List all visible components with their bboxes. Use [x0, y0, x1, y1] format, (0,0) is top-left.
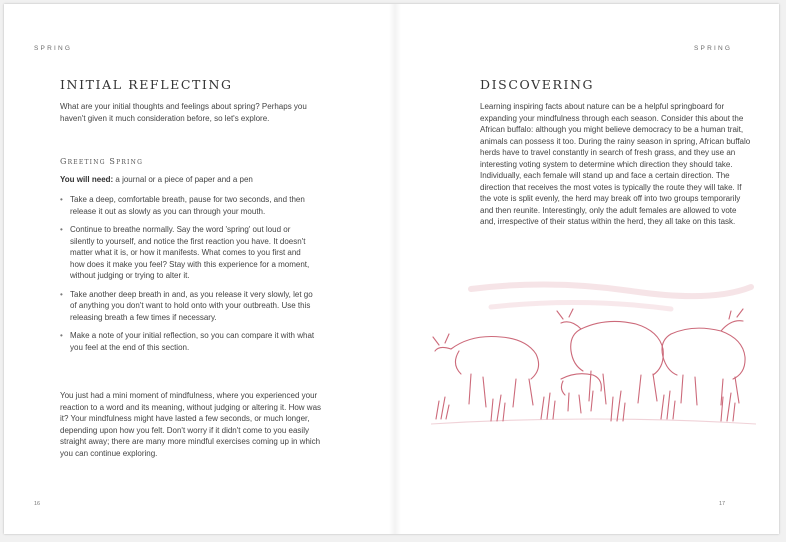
left-subheading: Greeting Spring: [60, 157, 144, 166]
list-item: • Make a note of your initial reflection, so you can compare it with what you feel at the end of this section.: [60, 330, 315, 353]
instruction-list: [60, 194, 315, 360]
book-gutter: [389, 4, 401, 534]
left-closing-paragraph: You just had a mini moment of mindfulness, where you experienced your reaction to a word and its meaning, without judging or altering it. How was it? Your mindfulness might have lasted a few seconds, or much longer, depending upon how you felt. Don't worry if it didn't come to you easily straight away; there are many more mindful exercises coming up in which you can continue exploring.: [60, 391, 322, 458]
you-will-need-label: You will need:: [60, 175, 114, 184]
right-body-paragraph: Learning inspiring facts about nature can be a helpful springboard for expanding your mindfulness through each season. Consider this about the African buffalo: although you might believe democracy to be a human trait, animals can possess it too. During the rainy season in spring, African buffalo herds have to travel constantly in search of fresh grass, and they use an interesting voting system to determine which direction they should take. Individually, each female will stand up and face a certain direction. The direction that receives the most votes is typically the route they will take. If the vote is split evenly, the herd may break off into two groups temporarily and then reunite. Interestingly, only the adult females are allowed to vote and, irrespective of their status within the herd, they all take on this task.: [480, 102, 751, 226]
right-page-title: DISCOVERING: [480, 77, 595, 92]
left-running-head: SPRING: [34, 45, 73, 52]
you-will-need-text: a journal or a piece of paper and a pen: [113, 175, 253, 184]
left-page-title: INITIAL REFLECTING: [60, 77, 233, 92]
right-running-head: SPRING: [694, 45, 733, 52]
buffalo-herd-illustration: [431, 279, 756, 429]
you-will-need-line: [60, 174, 325, 186]
left-intro-paragraph: What are your initial thoughts and feelings about spring? Perhaps you haven't given it much consideration before, so let's explore.: [60, 102, 307, 123]
right-page-number: 17: [719, 501, 726, 507]
book-spread: [4, 4, 779, 534]
left-page-number: 16: [34, 501, 41, 507]
list-item: • Take a deep, comfortable breath, pause for two seconds, and then release it out as slowly as you can through your mouth.: [60, 194, 315, 217]
list-item: • Take another deep breath in and, as you release it very slowly, let go of anything you don't want to hold onto with your outbreath. Use this releasing breath a few times if necessary.: [60, 289, 315, 324]
list-item: • Continue to breathe normally. Say the word 'spring' out loud or silently to yourself, and notice the first reaction you have. It doesn't matter what it is, or how it manifests. What comes to you first and how does it make you feel? Stay with this experience for a moment, without judging or trying to alter it.: [60, 224, 315, 282]
